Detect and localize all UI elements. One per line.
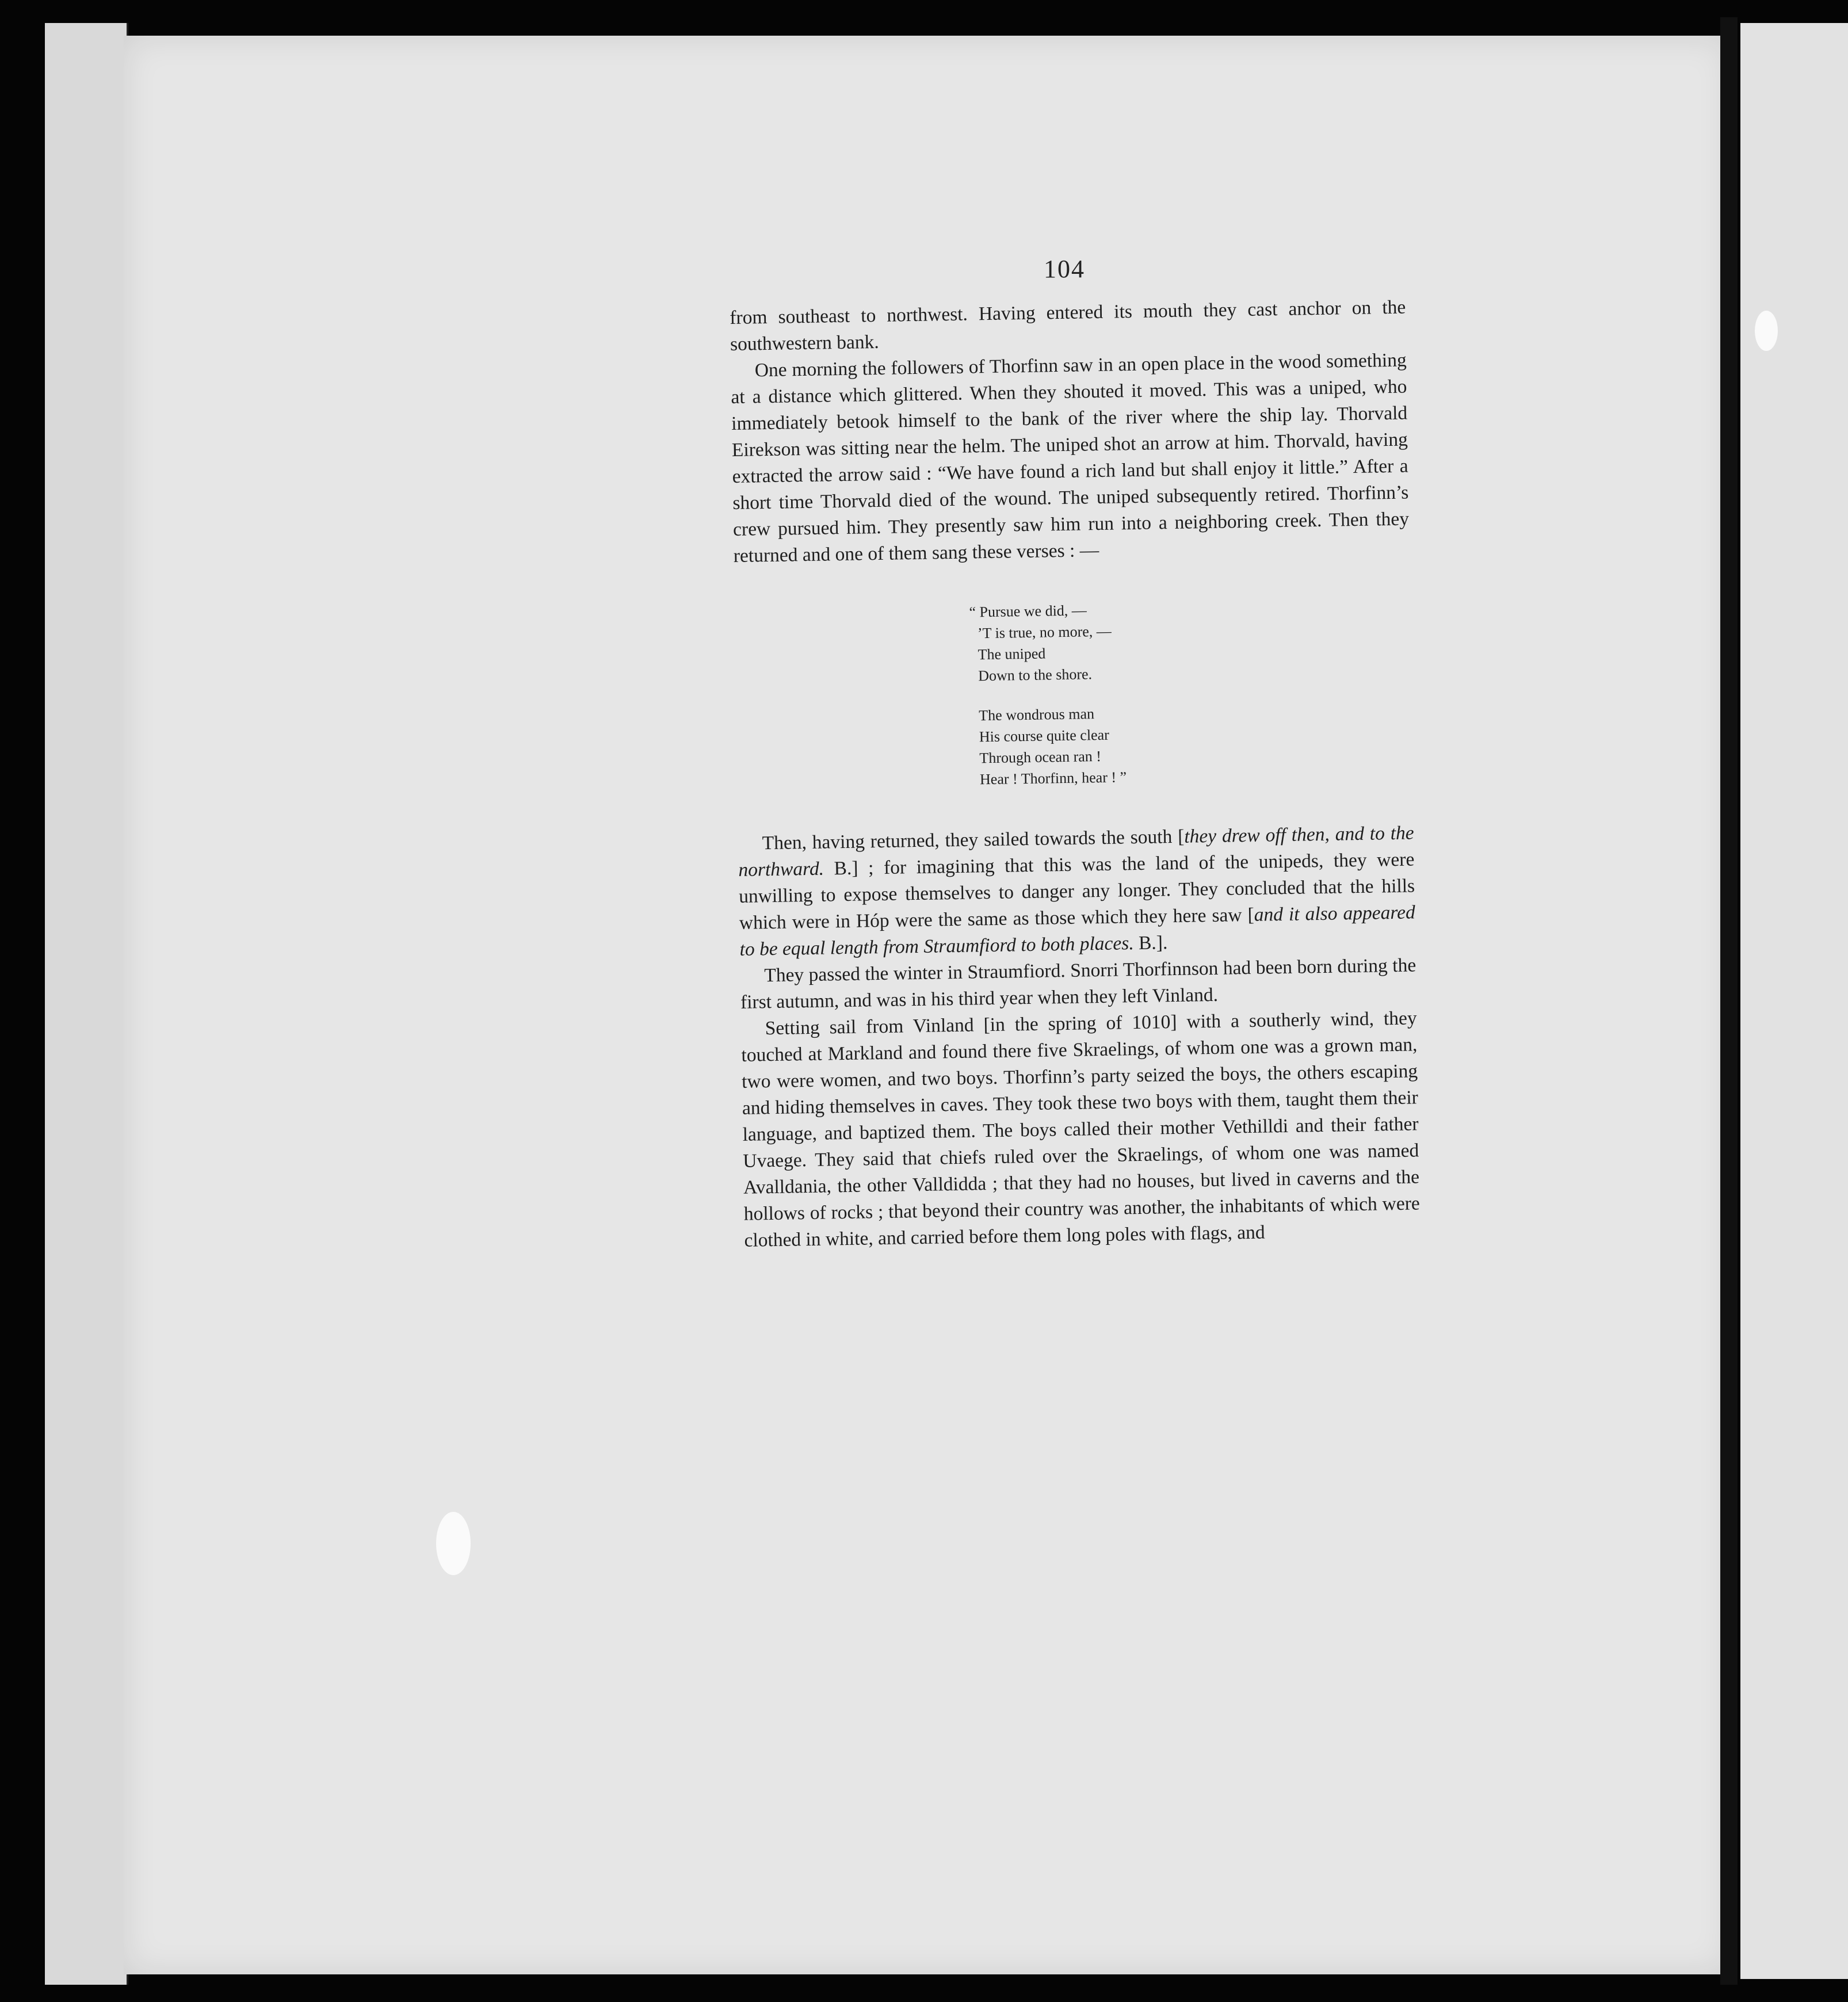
paper-blemish	[1755, 311, 1778, 351]
verse-line: The wondrous man	[979, 705, 1095, 724]
verse-stanza	[969, 594, 1411, 686]
paper-blemish	[436, 1512, 471, 1575]
verse-stanza	[971, 698, 1413, 790]
facing-page-edge	[1740, 23, 1848, 1979]
text-run: Then, having returned, they sailed towards the south [	[762, 826, 1185, 854]
verse-line: Through ocean ran !	[979, 747, 1102, 767]
verse-line: Down to the shore.	[978, 666, 1093, 685]
verse-line: “ Pursue we did, —	[969, 602, 1087, 621]
italic-note: they drew off then, and to the northward.	[738, 822, 1414, 881]
paragraph: from southeast to northwest. Having entered its mouth they cast anchor on the southwestern bank.	[730, 296, 1406, 355]
text-run: B.].	[1133, 932, 1168, 954]
paragraph: They passed the winter in Straumfiord. Snorri Thorfinnson had been born during the first autumn, and was in his third year when they left Vinland.	[740, 954, 1416, 1013]
page-number: 104	[1044, 255, 1085, 283]
paragraph	[738, 820, 1415, 962]
verse-line: Hear ! Thorfinn, hear ! ”	[979, 769, 1127, 788]
italic-note: and it also appeared to be equal length from Straumfiord to both places.	[739, 901, 1416, 960]
verse-line: ’T is true, no more, —	[977, 622, 1112, 642]
book-gutter	[1720, 17, 1738, 1985]
paragraph: One morning the followers of Thorfinn saw in an open place in the wood something at a distance which glittered. When they shouted it moved. This was a uniped, who immediately betook himself to the bank of the river where the ship lay. Thorvald Eirekson was sitting near the helm. The uniped shot an arrow at him. Thorvald, having extracted the arrow said : “We have found a rich land but shall enjoy it little.” After a short time Thorvald died of the wound. The uniped subsequently retired. Thorfinn’s crew pursued him. They presently saw him run into a neighboring creek. Then they returned and one of them sang these verses : —	[731, 349, 1410, 567]
text-run: B.] ; for imagining that this was the land of the unipeds, they were unwilling to expose themselves to danger any longer. They concluded that the hills which were in Hóp were the same as those which they here saw [	[738, 849, 1415, 934]
verse-line: The uniped	[978, 645, 1046, 663]
body-text	[730, 295, 1421, 1254]
verse-block	[969, 594, 1413, 790]
paragraph: Setting sail from Vinland [in the spring of 1010] with a southerly wind, they touched at Markland and found there five Skraelings, of whom one was a grown man, two were women, and two boys. Thorfinn’s party seized the boys, the others escaping and hiding themselves in caves. They took these two boys with them, taught them their language, and baptized them. The boys called their mother Vethilldi and their father Uvaege. They said that chiefs ruled over the Skraelings, of whom one was named Avalldania, the other Valldidda ; that they had no houses, but lived in caverns and the hollows of rocks ; that beyond their country was another, the inhabitants of which were clothed in white, and carried before them long poles with flags, and	[741, 1007, 1420, 1251]
verse-line: His course quite clear	[979, 726, 1110, 746]
